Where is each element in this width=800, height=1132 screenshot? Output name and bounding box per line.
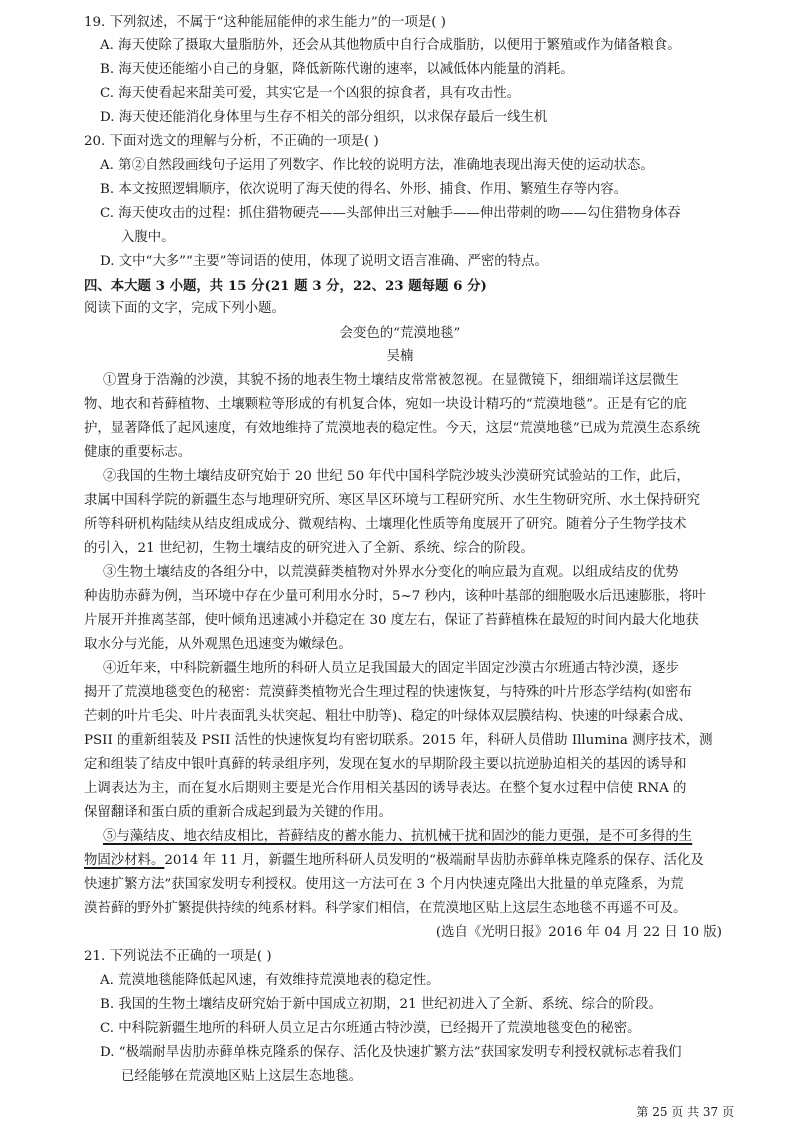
article-p2-line: 的引入，21 世纪初，生物土壤结皮的研究进入了全新、系统、综合的阶段。 <box>84 541 534 556</box>
article-p3-line: ③生物土壤结皮的各组分中，以荒漠藓类植物对外界水分变化的响应最为直观。以组成结皮的优势 <box>103 565 679 580</box>
article-p2-line: ②我国的生物土壤结皮研究始于 20 世纪 50 年代中国科学院沙坡头沙漠研究试验站的工作，此后， <box>103 469 690 484</box>
article-p1-line: 物、地衣和苔藓植物、土壤颗粒等形成的有机复合体，宛如一块设计精巧的“荒漠地毯”。正是有它的庇 <box>84 397 687 412</box>
q20-option-a: A. 第②自然段画线句子运用了列数字、作比较的说明方法，准确地表现出海天使的运动状态。 <box>100 158 654 173</box>
article-p1-line: 健康的重要标志。 <box>84 445 192 460</box>
article-p5-line: 快速扩繁方法”获国家发明专利授权。使用这一方法可在 3 个月内快速克隆出大批量的单克隆系，为荒 <box>84 877 684 892</box>
article-p4-line: 揭开了荒漠地毯变色的秘密：荒漠藓类植物光合生理过程的快速恢复，与特殊的叶片形态学结构(如密布 <box>84 685 692 700</box>
q19-option-c: C. 海天使看起来甜美可爱，其实它是一个凶狠的掠食者，具有攻击性。 <box>100 86 520 101</box>
article-p5-line <box>84 852 704 870</box>
article-p4-line: 定和组装了结皮中银叶真藓的转录组序列，发现在复水的早期阶段主要以抗逆胁迫相关的基因的诱导和 <box>84 757 687 772</box>
q19-option-d: D. 海天使还能消化身体里与生存不相关的部分组织，以求保存最后一线生机 <box>100 110 548 125</box>
article-p3-line: 种齿肋赤藓为例，当环境中存在少量可利用水分时，5~7 秒内，该种叶基部的细胞吸水后迅速膨胀，将叶 <box>84 589 706 604</box>
article-p4-line: 保留翻译和蛋白质的重新合成起到最为关键的作用。 <box>84 805 392 820</box>
article-p4-line: PSII 的重新组装及 PSII 活性的快速恢复均有密切联系。2015 年，科研人员借助 Illumina 测序技术，测 <box>84 733 713 748</box>
article-p5-line: 漠苔藓的野外扩繁提供持续的纯系材料。科学家们相信，在荒漠地区贴上这层生态地毯不再遥不可及。 <box>84 901 687 916</box>
article-p2-line: 隶属中国科学院的新疆生态与地理研究所、寒区旱区环境与工程研究所、水生生物研究所、水土保持研究 <box>84 493 700 508</box>
q20-option-c: C. 海天使攻击的过程：抓住猎物硬壳——头部伸出三对触手——伸出带刺的吻——勾住猎物身体吞 <box>100 206 681 221</box>
q21-option-a: A. 荒漠地毯能降低起风速，有效维持荒漠地表的稳定性。 <box>100 973 440 988</box>
article-p4-line: 上调表达为主，而在复水后期则主要是光合作用相关基因的诱导表达。在整个复水过程中信使 RNA 的 <box>84 781 687 796</box>
q19-option-a: A. 海天使除了摄取大量脂肪外，还会从其他物质中自行合成脂肪，以便用于繁殖或作为储备粮食。 <box>100 38 681 53</box>
section-heading: 四、本大题 3 小题，共 15 分(21 题 3 分，22、23 题每题 6 分) <box>84 278 487 294</box>
article-p5-underlined-sentence: ⑤与藻结皮、地衣结皮相比，苔藓结皮的蓄水能力、抗机械干扰和固沙的能力更强，是不可多得的生 <box>103 829 693 844</box>
q21-stem: 21. 下列说法不正确的一项是( ) <box>84 949 272 964</box>
article-p4-line: 芒刺的叶片毛尖、叶片表面乳头状突起、粗壮中肋等)、稳定的叶绿体双层膜结构、快速的叶绿素合成、 <box>84 709 692 724</box>
q19-stem: 19. 下列叙述，不属于“这种能屈能伸的求生能力”的一项是( ) <box>84 15 446 30</box>
q21-option-b: B. 我国的生物土壤结皮研究始于新中国成立初期，21 世纪初进入了全新、系统、综合的阶段。 <box>100 997 662 1012</box>
article-source: (选自《光明日报》2016 年 04 月 22 日 10 版) <box>435 925 722 940</box>
article-p3-line: 取水分与光能，从外观黑色迅速变为嫩绿色。 <box>84 637 352 652</box>
q21-option-d-cont: 已经能够在荒漠地区贴上这层生态地毯。 <box>121 1069 363 1084</box>
article-p4-line: ④近年来，中科院新疆生地所的科研人员立足我国最大的固定半固定沙漠古尔班通古特沙漠，逐步 <box>103 661 679 676</box>
article-author: 吴楠 <box>386 349 414 364</box>
section-instruction: 阅读下面的文字，完成下列小题。 <box>84 301 285 316</box>
article-p5-line-rest: 2014 年 11 月，新疆生地所科研人员发明的“极端耐旱齿肋赤藓单株克隆系的保存、活化及 <box>164 853 704 868</box>
q21-option-c: C. 中科院新疆生地所的科研人员立足古尔班通古特沙漠，已经揭开了荒漠地毯变色的秘密。 <box>100 1021 641 1036</box>
q20-option-c-cont: 入腹中。 <box>121 230 175 245</box>
q20-option-b: B. 本文按照逻辑顺序，依次说明了海天使的得名、外形、捕食、作用、繁殖生存等内容。 <box>100 182 628 197</box>
q20-option-d: D. 文中“大多”“主要”等词语的使用，体现了说明文语言准确、严密的特点。 <box>100 254 548 269</box>
article-p1-line: 护，显著降低了起风速度，有效地维持了荒漠地表的稳定性。今天，这层“荒漠地毯”已成为荒漠生态系统 <box>84 421 701 436</box>
article-title: 会变色的“荒漠地毯” <box>339 326 461 341</box>
article-p3-line: 片展开并推离茎部，使叶倾角迅速减小并稳定在 30 度左右，保证了苔藓植株在最短的时间内最大化地获 <box>84 613 699 628</box>
article-p1-line: ①置身于浩瀚的沙漠，其貌不扬的地表生物土壤结皮常常被忽视。在显微镜下，细细端详这层微生 <box>103 373 679 388</box>
q19-option-b: B. 海天使还能缩小自己的身躯，降低新陈代谢的速率，以减低体内能量的消耗。 <box>100 62 574 77</box>
article-p2-line: 所等科研机构陆续从结皮组成成分、微观结构、土壤理化性质等角度展开了研究。随着分子生物学技术 <box>84 517 687 532</box>
article-p5-underlined-end: 物固沙材料。 <box>84 853 165 868</box>
q21-option-d: D. “极端耐旱齿肋赤藓单株克隆系的保存、活化及快速扩繁方法”获国家发明专利授权就标志着我们 <box>100 1045 682 1060</box>
q20-stem: 20. 下面对选文的理解与分析，不正确的一项是( ) <box>84 134 379 149</box>
page-number: 第 25 页 共 37 页 <box>636 1105 734 1119</box>
